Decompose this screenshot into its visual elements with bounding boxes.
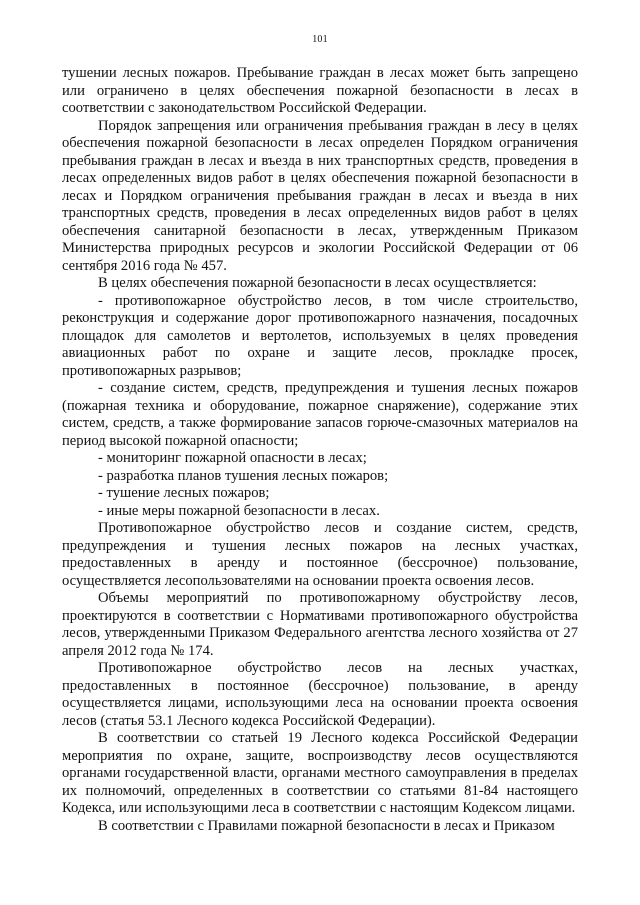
list-item: - создание систем, средств, предупреждения и тушения лесных пожаров (пожарная техника и оборудование, пожарное снаряжение), содержание этих систем, средств, а также формирование запасов горюче-смазочных материалов на период высокой пожарной опасности; — [62, 380, 578, 449]
paragraph: тушении лесных пожаров. Пребывание граждан в лесах может быть запрещено или ограничено в целях обеспечения пожарной безопасности в лесах в соответствии с законодательством Российской Федерации. — [62, 65, 578, 116]
paragraph: Противопожарное обустройство лесов и создание систем, средств, предупреждения и тушения лесных пожаров на лесных участках, предоставленных в аренду и постоянное (бессрочное) пользование, осуществляется лесопользователями на основании проекта освоения лесов. — [62, 520, 578, 589]
paragraph: Объемы мероприятий по противопожарному обустройству лесов, проектируются в соответствии с Нормативами противопожарного обустройства лесов, утвержденными Приказом Федерального агентства лесного хозяйства от 27 апреля 2012 года № 174. — [62, 590, 578, 659]
paragraph: В соответствии с Правилами пожарной безопасности в лесах и Приказом — [98, 817, 555, 834]
list-item: - иные меры пожарной безопасности в лесах. — [98, 502, 380, 519]
paragraph: В соответствии со статьей 19 Лесного кодекса Российской Федерации мероприятия по охране, защите, воспроизводству лесов осуществляются органами государственной власти, органами местного самоуправления в пределах их полномочий, определенных в соответствии со статьями 81-84 настоящего Кодекса, или использующими леса в соответствии с настоящим Кодексом лицами. — [62, 730, 578, 816]
paragraph: В целях обеспечения пожарной безопасности в лесах осуществляется: — [98, 275, 537, 291]
list-item: - противопожарное обустройство лесов, в том числе строительство, реконструкция и содержание дорог противопожарного назначения, посадочных площадок для самолетов и вертолетов, используемых в целях проведения авиационных работ по охране и защите лесов, прокладке просек, противопожарных разрывов; — [62, 292, 578, 379]
document-body — [62, 65, 578, 835]
list-item: - разработка планов тушения лесных пожаров; — [98, 467, 389, 484]
list-item: - мониторинг пожарной опасности в лесах; — [98, 450, 367, 466]
paragraph: Порядок запрещения или ограничения пребывания граждан в лесу в целях обеспечения пожарной безопасности в лесах определен Порядком ограничения пребывания граждан в лесах и въезда в них транспортных средств, проведения в лесах определенных видов работ в целях обеспечения пожарной безопасности в лесах и Порядком ограничения пребывания граждан в лесах и въезда в них транспортных средств, проведения в лесах определенных видов работ в целях обеспечения санитарной безопасности в лесах, утвержденным Приказом Министерства природных ресурсов и экологии Российской Федерации от 06 сентября 2016 года № 457. — [62, 117, 578, 274]
page-number: 101 — [312, 34, 328, 45]
list-item: - тушение лесных пожаров; — [98, 485, 270, 501]
paragraph: Противопожарное обустройство лесов на лесных участках, предоставленных в постоянное (бессрочное) пользование, в аренду осуществляется лицами, использующими леса на основании проекта освоения лесов (статья 53.1 Лесного кодекса Российской Федерации). — [62, 660, 578, 729]
